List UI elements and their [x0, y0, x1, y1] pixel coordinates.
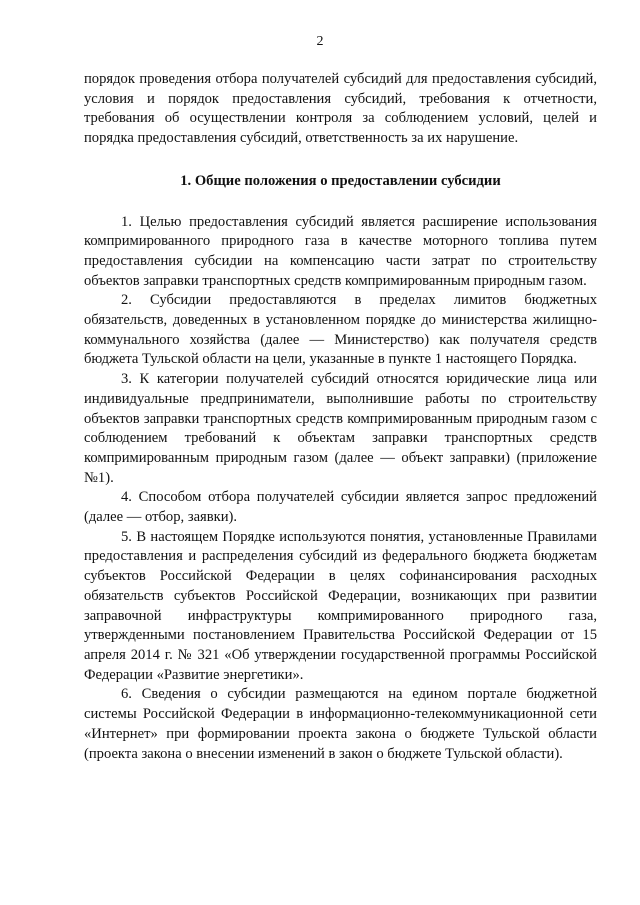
intro-paragraph: порядок проведения отбора получателей субсидий для предоставления субсидий, условия и порядок предоставления субсидий, требования к отчетности, требования об осуществлении контроля за соблюдением условий, целей и порядка предоставления субсидий, ответственность за их нарушение. — [84, 71, 597, 147]
paragraph-3: 3. К категории получателей субсидий относятся юридические лица или индивидуальные предприниматели, выполнившие работы по строительству объектов заправки транспортных средств компримированным природным газом с соблюдением требований к объектам заправки транспортных средств компримированным природным газом (далее — объект заправки) (приложение №1). — [84, 371, 597, 486]
paragraph-5: 5. В настоящем Порядке используются понятия, установленные Правилами предоставления и распределения субсидий из федерального бюджета бюджетам субъектов Российской Федерации в целях софинансирования расходных обязательств субъектов Российской Федерации, возникающих при развитии заправочной инфраструктуры компримированного природного газа, утвержденными постановлением Правительства Российской Федерации от 15 апреля 2014 г. № 321 «Об утверждении государственной программы Российской Федерации «Развитие энергетики». — [84, 528, 597, 683]
paragraph-2: 2. Субсидии предоставляются в пределах лимитов бюджетных обязательств, доведенных в установленном порядке до министерства жилищно-коммунального хозяйства (далее — Министерство) как получателя средств бюджета Тульской области на цели, указанные в пункте 1 настоящего Порядка. — [84, 292, 597, 368]
section-title: 1. Общие положения о предоставлении субсидии — [180, 172, 501, 189]
page-number: 2 — [316, 34, 324, 49]
paragraph-1: 1. Целью предоставления субсидий является расширение использования компримированного природного газа в качестве моторного топлива путем предоставления субсидии на компенсацию части затрат по строительству объектов заправки транспортных средств компримированным природным газом. — [84, 213, 597, 289]
paragraph-4: 4. Способом отбора получателей субсидии является запрос предложений (далее — отбор, заявки). — [84, 489, 597, 526]
paragraph-6: 6. Сведения о субсидии размещаются на едином портале бюджетной системы Российской Федерации в информационно-телекоммуникационной сети «Интернет» при формировании проекта закона о бюджете Тульской области (проекта закона о внесении изменений в закон о бюджете Тульской области). — [84, 686, 597, 762]
document-body — [84, 70, 597, 764]
